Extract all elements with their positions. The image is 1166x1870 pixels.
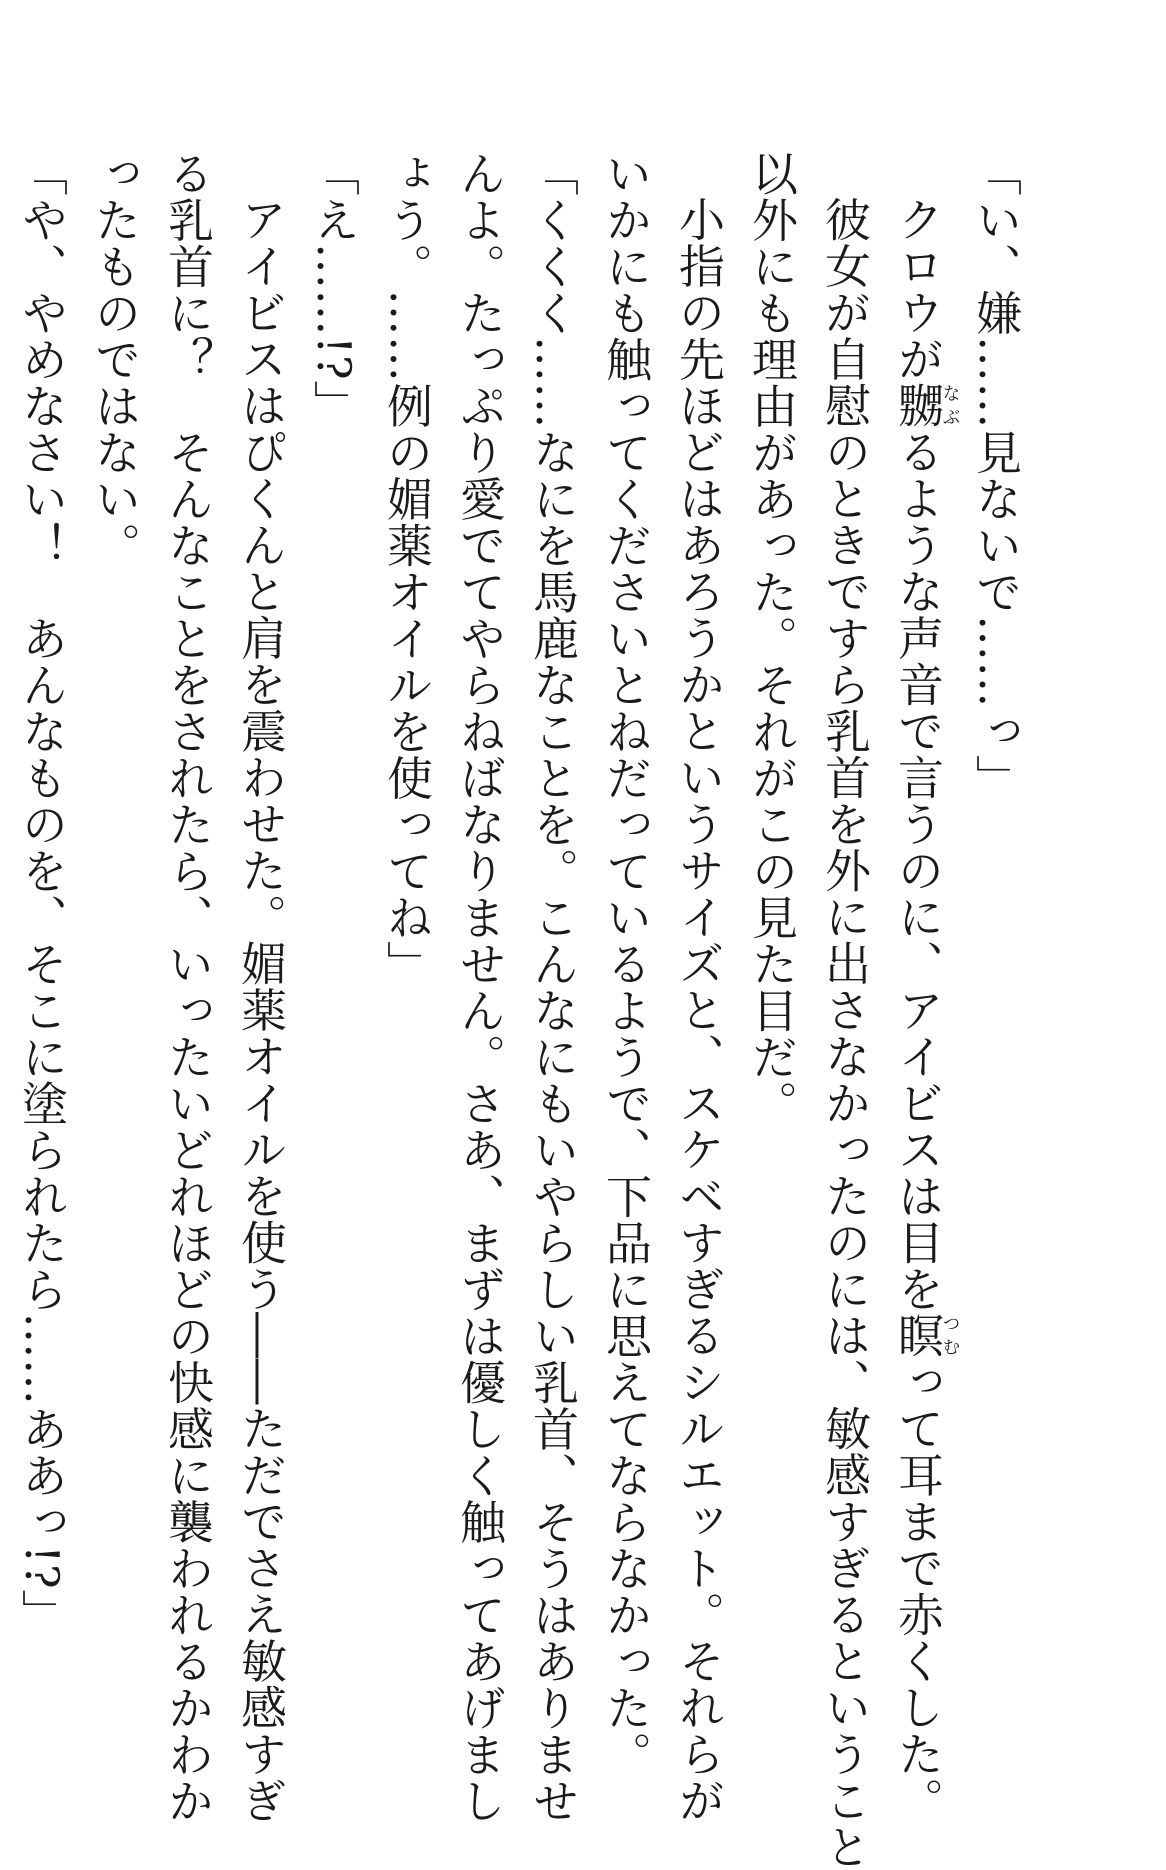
text-line-9: ょう。……例の媚薬オイルを使ってね」 <box>380 150 434 987</box>
ruby-nabu: 嬲なぶ <box>891 382 961 429</box>
text-line-3: 彼女が自慰のときですら乳首を外に出さなかったのには、敏感すぎるということ <box>818 196 872 1870</box>
text-line-6: いかにも触ってくださいとねだっているようで、下品に思えてならなかった。 <box>599 150 653 1778</box>
text-line-2 <box>881 150 961 1824</box>
text-line-14: 「や、やめなさい！ あんなものを、そこに塗られたら……ああっ!?」 <box>15 150 69 1636</box>
ruby-tsumu-reading: つむ <box>939 1312 961 1359</box>
text-line-12: る乳首に？ そんなことをされたら、いったいどれほどの快感に襲われるかわか <box>161 150 215 1824</box>
ruby-tsumu: 瞑つむ <box>891 1312 961 1359</box>
text-line-8: んよ。たっぷり愛でてやらねばなりません。さあ、まずは優しく触ってあげまし <box>453 150 507 1824</box>
text-line-4: 以外にも理由があった。それがこの見た目だ。 <box>745 150 799 1127</box>
text-line-1: 「い、嫌……見ないで……っ」 <box>969 150 1023 801</box>
vertical-text-block <box>0 150 1032 1870</box>
text-line-2-a: クロウが <box>891 196 945 382</box>
text-line-13: ったものではない。 <box>88 150 142 569</box>
text-line-2-b: るような声音で言うのに、アイビスは目を <box>891 428 945 1312</box>
text-line-7: 「くくく……なにを馬鹿なことを。こんなにもいやらしい乳首、そうはありませ <box>526 150 580 1824</box>
text-line-2-c: って耳まで赤くした。 <box>891 1358 945 1824</box>
text-line-5: 小指の先ほどはあろうかというサイズと、スケベすぎるシルエット。それらが <box>672 196 726 1824</box>
text-line-10: 「え……!?」 <box>307 150 361 427</box>
ruby-nabu-reading: なぶ <box>939 382 961 429</box>
text-line-11: アイビスはぴくんと肩を震わせた。媚薬オイルを使う――ただでさえ敏感すぎ <box>234 196 288 1824</box>
